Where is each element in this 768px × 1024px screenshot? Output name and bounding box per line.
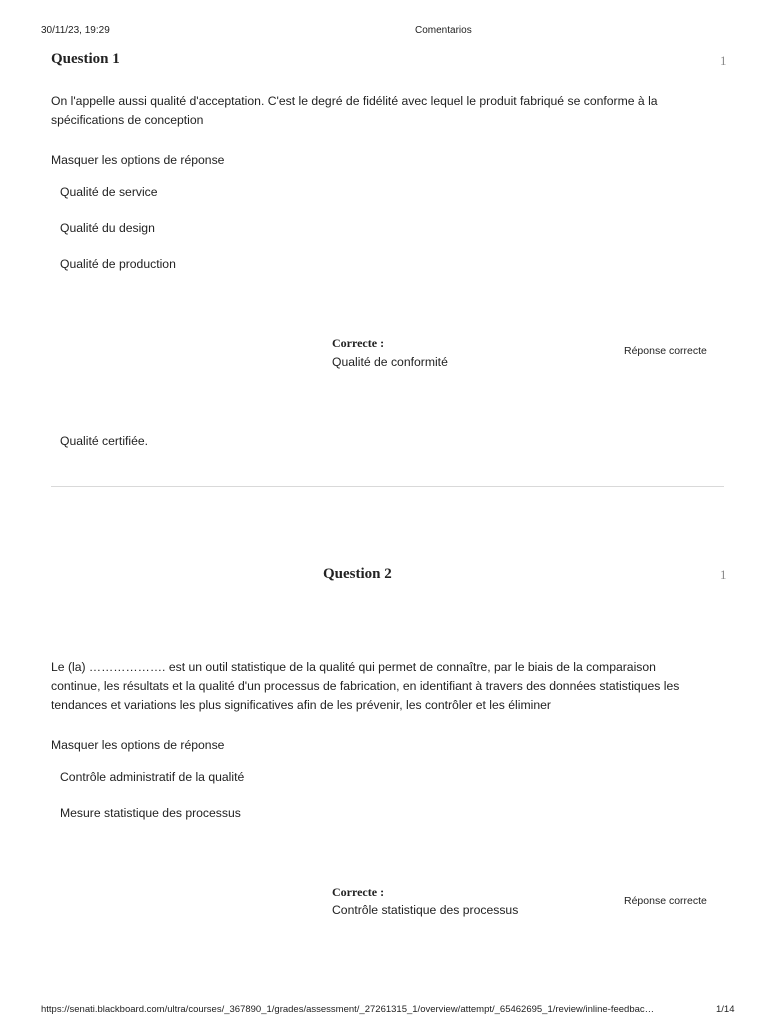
print-datetime: 30/11/23, 19:29 [41,25,110,36]
question-title: Question 2 [323,566,392,582]
question-points: 1 [720,567,727,582]
page-number: 1/14 [716,1004,735,1015]
question-text: Le (la) ………………. est un outil statistique de la qualité qui permet de connaître, par le biais de la comparaison continue, les résultats et la qualité d'un processus de fabrication, en identifiant à travers des données statistiques les tendances et variations les plus significatives afin de les prévenir, les contrôler et les éliminer [51,660,680,712]
question-points: 1 [720,53,727,68]
page-url: https://senati.blackboard.com/ultra/courses/_367890_1/grades/assessment/_27261315_1/overview/attempt/_65462695_1/review/inline-feedbac… [41,1004,655,1015]
answer-feedback: Réponse correcte [624,345,707,357]
correct-answer: Qualité de conformité [332,355,448,369]
answer-option: Contrôle administratif de la qualité [60,770,245,784]
answer-option: Qualité de production [60,257,176,271]
correct-label: Correcte : [332,336,385,350]
answer-feedback: Réponse correcte [624,895,707,907]
question-text: On l'appelle aussi qualité d'acceptation. C'est le degré de fidélité avec lequel le produit fabriqué se conforme à la spécifications de conception [51,94,658,127]
page-header-title: Comentarios [415,25,472,36]
answer-option: Qualité du design [60,221,155,235]
question-title: Question 1 [51,51,120,67]
answer-option: Qualité de service [60,185,158,199]
correct-answer: Contrôle statistique des processus [332,903,519,917]
answer-option: Qualité certifiée. [60,434,149,448]
answer-option: Mesure statistique des processus [60,806,241,820]
hide-answer-options-toggle[interactable]: Masquer les options de réponse [51,153,225,167]
hide-answer-options-toggle[interactable]: Masquer les options de réponse [51,738,225,752]
correct-label: Correcte : [332,885,385,899]
question-divider [51,486,724,487]
